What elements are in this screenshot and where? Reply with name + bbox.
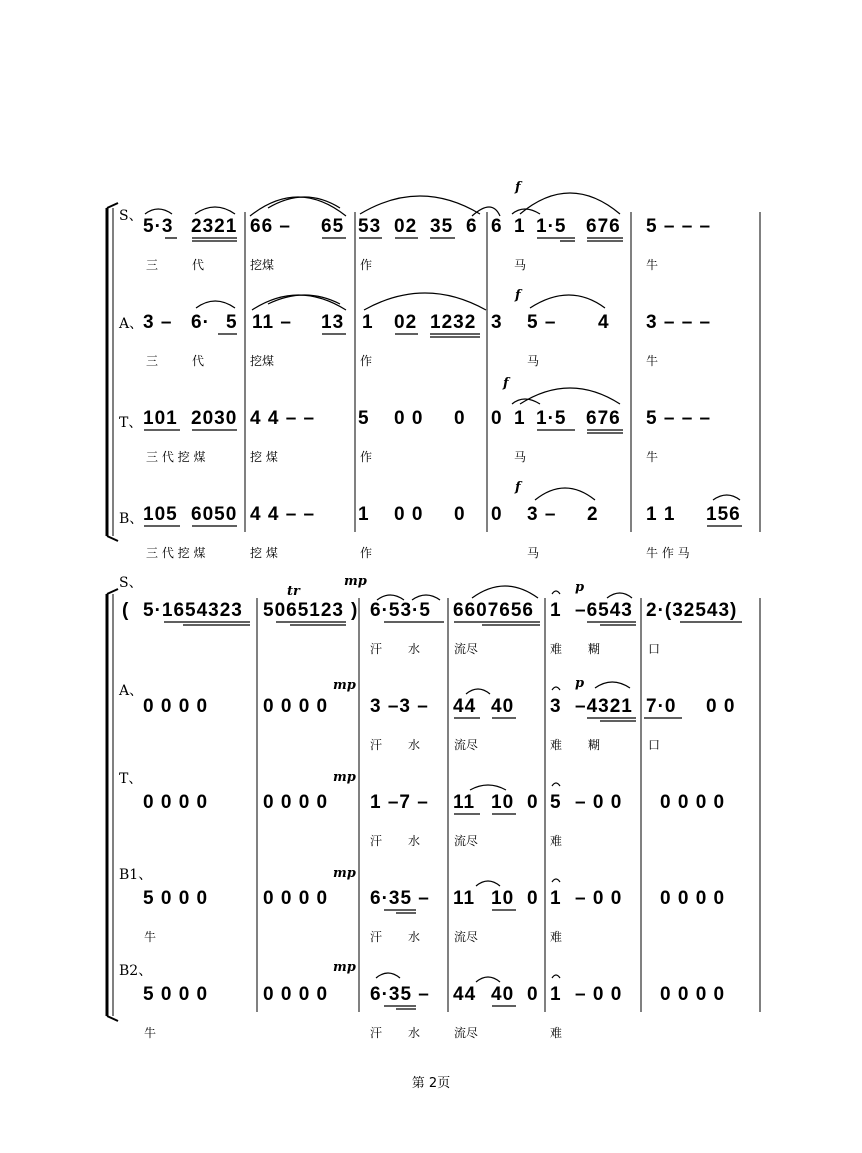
note-group: 1 –7 – xyxy=(370,792,429,813)
note-group: 6607656 xyxy=(453,600,534,621)
note-group: 53 xyxy=(358,216,382,237)
part-label-alto: A、 xyxy=(119,683,144,699)
note-group: 40 xyxy=(491,696,515,717)
lyric: 难 xyxy=(550,930,563,944)
lyric: 马 xyxy=(527,546,540,560)
lyric: 汗 xyxy=(370,642,383,656)
note-group: 66 – xyxy=(250,216,291,237)
note-group: 0 xyxy=(454,408,466,429)
lyric: 作 xyxy=(360,450,373,464)
note-group: 5·1654323 xyxy=(143,600,243,621)
lyric: 牛 xyxy=(646,354,659,368)
note-group: 101 xyxy=(143,408,178,429)
note-group: 5 – – – xyxy=(646,216,712,237)
lyric: 挖煤 xyxy=(250,258,275,272)
lyric: 糊 xyxy=(588,738,601,752)
note-group: 5 xyxy=(550,792,562,813)
note-group: 1 xyxy=(358,504,370,525)
note-group: 5 0 0 0 xyxy=(143,984,209,1005)
lyric: 汗 xyxy=(370,930,383,944)
part-label-soprano: S、 xyxy=(119,575,143,591)
lyric: 三 代 挖 煤 xyxy=(146,546,206,560)
note-group: – 0 0 xyxy=(575,984,623,1005)
note-group: 676 xyxy=(586,216,621,237)
lyric: 马 xyxy=(527,354,540,368)
note-group: 5 xyxy=(226,312,238,333)
part-label-tenor: T、 xyxy=(119,771,143,787)
note-group: 5 – xyxy=(527,312,557,333)
note-group: ( xyxy=(122,600,130,621)
dynamic-mark: mp xyxy=(333,866,356,881)
note-group: 1 xyxy=(514,408,526,429)
note-group: 3 xyxy=(491,312,503,333)
note-group: 35 xyxy=(430,216,454,237)
note-group: 2 xyxy=(587,504,599,525)
note-group: 11 xyxy=(453,792,476,813)
note-group: 5·3 xyxy=(143,216,174,237)
note-group: 6050 xyxy=(191,504,238,525)
lyric: 难 xyxy=(550,1026,563,1040)
note-group: 4 xyxy=(598,312,610,333)
beams-system2 xyxy=(164,622,742,1009)
lyric: 流尽 xyxy=(454,834,479,848)
note-group: 0 xyxy=(491,504,503,525)
note-group: 1 xyxy=(362,312,374,333)
lyric: 牛 xyxy=(646,450,659,464)
note-group: 0 0 xyxy=(394,408,424,429)
lyric: 难 xyxy=(550,738,563,752)
note-group: 0 0 0 0 xyxy=(263,792,329,813)
note-group: 11 xyxy=(453,888,476,909)
dynamic-mark: f xyxy=(515,180,521,195)
note-group: 0 0 xyxy=(706,696,736,717)
note-group: – 0 0 xyxy=(575,792,623,813)
note-group: ) xyxy=(351,600,359,621)
part-label-bass1: B1、 xyxy=(119,867,153,883)
note-group: 7·0 xyxy=(646,696,677,717)
lyric: 作 xyxy=(360,546,373,560)
lyric: 马 xyxy=(514,450,527,464)
part-label-bass2: B2、 xyxy=(119,963,153,979)
note-group: 6·35 – xyxy=(370,984,430,1005)
trill-mark: tr xyxy=(287,584,300,599)
note-group: 5 xyxy=(358,408,370,429)
lyric: 挖 煤 xyxy=(250,546,278,560)
note-group: 6 xyxy=(491,216,503,237)
note-group: 0 0 0 0 xyxy=(263,696,329,717)
note-group: 0 xyxy=(527,792,539,813)
lyric: 牛 xyxy=(144,1026,157,1040)
dynamic-mark: f xyxy=(515,480,521,495)
note-group: 1 xyxy=(550,888,562,909)
note-group: 0 xyxy=(454,504,466,525)
note-group: 2·(32543) xyxy=(646,600,738,621)
note-group: 5 0 0 0 xyxy=(143,888,209,909)
dynamic-mark: mp xyxy=(333,960,356,975)
note-group: 5 – – – xyxy=(646,408,712,429)
note-group: 3 – xyxy=(527,504,557,525)
lyric: 汗 xyxy=(370,1026,383,1040)
lyric: 流尽 xyxy=(454,1026,479,1040)
note-group: 0 0 0 0 xyxy=(263,984,329,1005)
note-group: 65 xyxy=(321,216,345,237)
note-group: 1232 xyxy=(430,312,477,333)
lyric: 挖煤 xyxy=(250,354,275,368)
part-label-tenor: T、 xyxy=(119,415,143,431)
lyric: 汗 xyxy=(370,738,383,752)
lyric: 水 xyxy=(408,642,421,656)
lyric: 流尽 xyxy=(454,642,479,656)
part-label-soprano: S、 xyxy=(119,208,143,224)
note-group: 13 xyxy=(321,312,345,333)
note-group: 02 xyxy=(394,312,418,333)
note-group: 4 4 – – xyxy=(250,408,316,429)
lyric: 水 xyxy=(408,834,421,848)
note-group: 10 xyxy=(491,888,515,909)
lyric: 作 xyxy=(360,354,373,368)
note-group: 02 xyxy=(394,216,418,237)
lyric: 流尽 xyxy=(454,930,479,944)
note-group: 6 xyxy=(466,216,478,237)
note-group: 1 xyxy=(550,984,562,1005)
note-group: 44 xyxy=(453,696,477,717)
note-group: 0 0 0 0 xyxy=(660,792,726,813)
note-group: 0 0 0 0 xyxy=(143,792,209,813)
note-group: 3 xyxy=(550,696,562,717)
note-group: –6543 xyxy=(575,600,633,621)
lyric: 三 xyxy=(146,258,159,272)
note-group: 2321 xyxy=(191,216,238,237)
lyric: 牛 xyxy=(646,258,659,272)
lyric: 难 xyxy=(550,642,563,656)
lyric: 水 xyxy=(408,738,421,752)
lyric: 作 xyxy=(360,258,373,272)
part-label-alto: A、 xyxy=(119,316,144,332)
note-group: 40 xyxy=(491,984,515,1005)
lyric: 代 xyxy=(192,258,205,272)
dynamic-mark: mp xyxy=(333,770,356,785)
dynamic-mark: p xyxy=(575,676,585,691)
lyric: 牛 作 马 xyxy=(646,546,690,560)
lyric: 口 xyxy=(648,642,661,656)
lyric: 马 xyxy=(514,258,527,272)
note-group: 0 0 0 0 xyxy=(660,888,726,909)
note-group: 1 xyxy=(514,216,526,237)
note-group: 6·53·5 xyxy=(370,600,431,621)
part-label-bass: B、 xyxy=(119,511,144,527)
note-group: 5065123 xyxy=(263,600,344,621)
note-group: 3 – xyxy=(143,312,173,333)
lyric: 三 代 挖 煤 xyxy=(146,450,206,464)
lyric: 水 xyxy=(408,1026,421,1040)
dynamic-mark: p xyxy=(575,580,585,595)
dynamic-mark: f xyxy=(515,288,521,303)
note-group: 0 xyxy=(527,888,539,909)
note-group: 0 0 0 0 xyxy=(263,888,329,909)
note-group: 1·5 xyxy=(536,216,567,237)
dynamic-mark: mp xyxy=(344,574,367,589)
note-group: 1 xyxy=(550,600,562,621)
note-group: – 0 0 xyxy=(575,888,623,909)
lyric: 水 xyxy=(408,930,421,944)
note-group: 0 xyxy=(491,408,503,429)
note-group: 44 xyxy=(453,984,477,1005)
lyric: 挖 煤 xyxy=(250,450,278,464)
note-group: 0 0 0 0 xyxy=(143,696,209,717)
note-group: 3 – – – xyxy=(646,312,712,333)
note-group: 3 –3 – xyxy=(370,696,429,717)
note-group: –4321 xyxy=(575,696,633,717)
lyric: 糊 xyxy=(588,642,601,656)
note-group: 6· xyxy=(191,312,210,333)
lyric: 难 xyxy=(550,834,563,848)
lyric: 牛 xyxy=(144,930,157,944)
note-group: 6·35 – xyxy=(370,888,430,909)
page-number: 第 2页 xyxy=(411,1076,451,1091)
lyric: 口 xyxy=(648,738,661,752)
note-group: 676 xyxy=(586,408,621,429)
dynamic-mark: f xyxy=(503,376,509,391)
beams-system1 xyxy=(144,238,742,526)
note-group: 2030 xyxy=(191,408,238,429)
lyric: 三 xyxy=(146,354,159,368)
lyric: 代 xyxy=(192,354,205,368)
lyric: 流尽 xyxy=(454,738,479,752)
note-group: 11 – xyxy=(252,312,292,333)
note-group: 0 0 xyxy=(394,504,424,525)
lyric: 汗 xyxy=(370,834,383,848)
dynamic-mark: mp xyxy=(333,678,356,693)
note-group: 0 xyxy=(527,984,539,1005)
note-group: 4 4 – – xyxy=(250,504,316,525)
note-group: 1·5 xyxy=(536,408,567,429)
note-group: 156 xyxy=(706,504,741,525)
note-group: 10 xyxy=(491,792,515,813)
note-group: 1 1 xyxy=(646,504,676,525)
note-group: 0 0 0 0 xyxy=(660,984,726,1005)
note-group: 105 xyxy=(143,504,178,525)
